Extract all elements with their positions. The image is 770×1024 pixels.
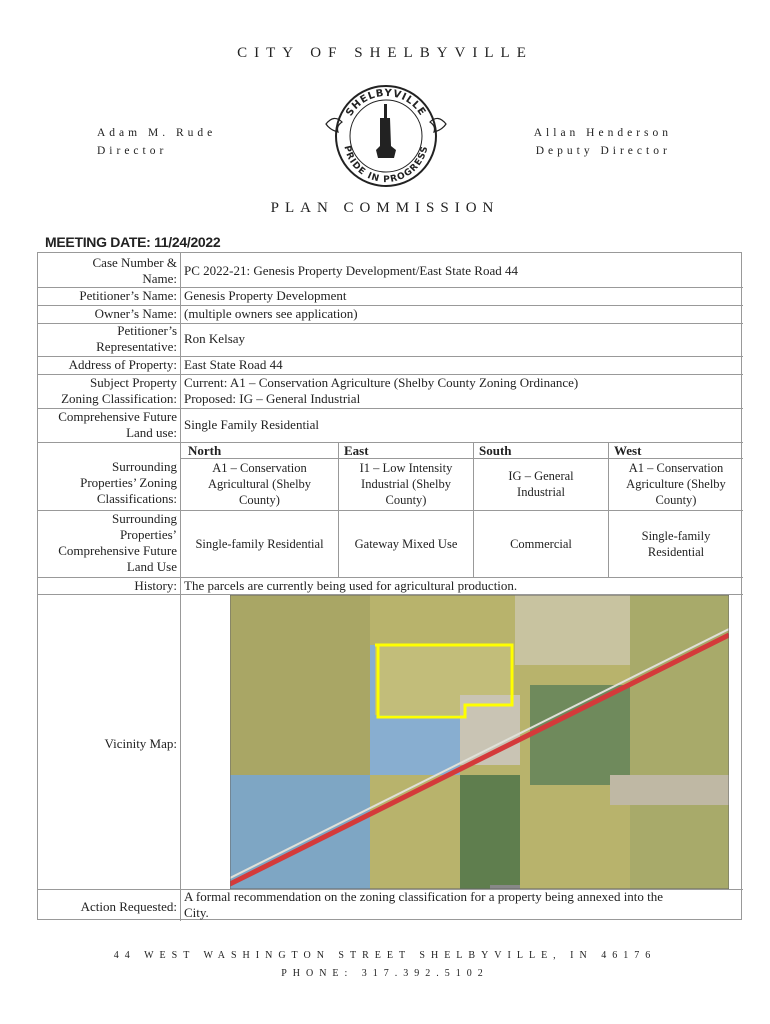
action-label: Action Requested: [80,899,177,914]
director-title: Director [97,145,168,157]
petitioner-label: Petitioner’s Name: [79,288,177,303]
deputy-title: Deputy Director [535,145,671,157]
director-name: Adam M. Rude [97,127,217,139]
zoning-north: A1 – Conservation Agricultural (Shelby County) [207,461,312,507]
seal-top-text: SHELBYVILLE [344,87,428,119]
meeting-date: MEETING DATE: 11/24/2022 [45,234,221,250]
city-title: CITY OF SHELBYVILLE [237,45,533,61]
case-value: PC 2022-21: Genesis Property Development/East State Road 44 [184,263,518,278]
future-label: Comprehensive Future Land use: [58,409,177,440]
vicinity-label: Vicinity Map: [104,736,177,751]
petitioner-value: Genesis Property Development [184,288,347,303]
surrounding-land-label: Surrounding Properties’ Comprehensive Future Land Use [58,511,177,574]
representative-label: Petitioner’s Representative: [96,323,177,354]
owner-value: (multiple owners see application) [184,306,358,321]
land-east: Gateway Mixed Use [354,537,458,551]
plan-commission-title: PLAN COMMISSION [270,200,500,216]
zoning-east: I1 – Low Intensity Industrial (Shelby County) [359,461,453,507]
city-seal-logo [316,74,456,198]
owner-label: Owner’s Name: [94,306,177,321]
case-label: Case Number & Name: [92,255,177,286]
deputy-block [534,124,672,160]
deputy-name: Allan Henderson [533,127,672,139]
land-south: Commercial [510,537,572,551]
history-value: The parcels are currently being used for agricultural production. [184,578,518,593]
director-block [97,124,216,160]
surrounding-zoning-label: Surrounding Properties’ Zoning Classifications: [80,459,177,506]
action-value: A formal recommendation on the zoning classification for a property being annexed into the City. [184,889,664,920]
representative-value: Ron Kelsay [184,331,246,346]
zoning-west: A1 – Conservation Agriculture (Shelby County) [626,461,726,507]
case-info-table [37,252,742,920]
zoning-value: Current: A1 – Conservation Agriculture (Shelby County Zoning Ordinance) Proposed: IG – General Industrial [184,375,579,406]
direction-header-west: West [614,443,642,458]
land-north: Single-family Residential [195,537,324,551]
address-value: East State Road 44 [184,357,283,372]
vicinity-map-image [230,595,729,889]
footer-phone: PHONE: 317.392.5102 [281,968,489,979]
zoning-south: IG – General Industrial [508,469,574,499]
direction-header-south: South [479,443,512,458]
address-label: Address of Property: [68,357,177,372]
direction-header-north: North [188,443,222,458]
future-value: Single Family Residential [184,417,320,432]
direction-header-east: East [344,443,369,458]
land-west: Single-family Residential [641,529,711,559]
seal-bottom-text: PRIDE IN PROGRESS [341,144,431,186]
history-label: History: [134,578,177,593]
footer-address: 44 WEST WASHINGTON STREET SHELBYVILLE, IN 46176 [113,950,657,961]
zoning-label: Subject Property Zoning Classification: [61,375,177,406]
